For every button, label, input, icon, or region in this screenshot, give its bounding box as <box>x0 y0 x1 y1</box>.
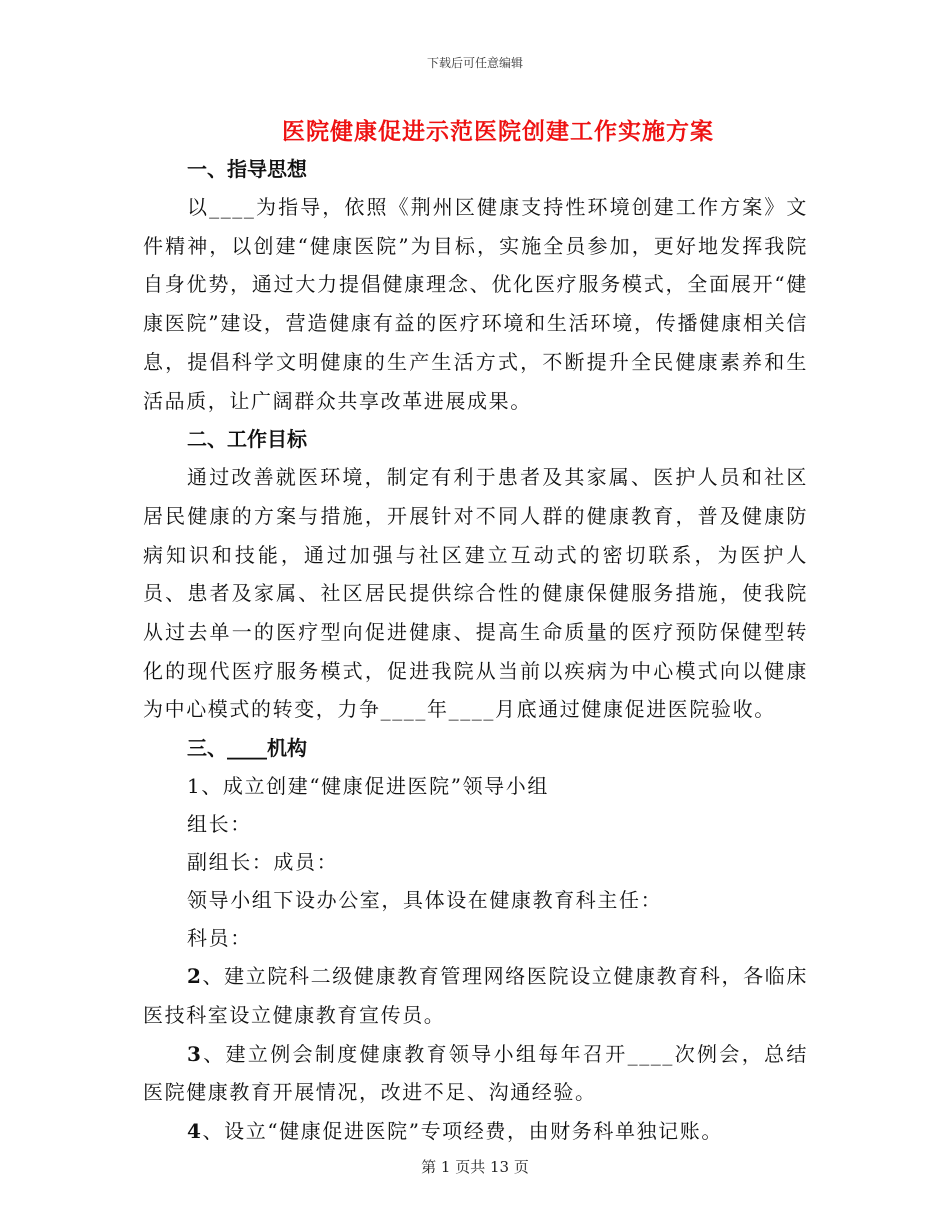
org-staff: 科员： <box>187 926 252 951</box>
document-title: 医院健康促进示范医院创建工作实施方案 <box>282 118 714 145</box>
section-heading-guiding-ideology: 一、指导思想 <box>187 157 307 181</box>
section-paragraph-work-goals: 通过改善就医环境，制定有利于患者及其家属、医护人员和社区居民健康的方案与措施，开展针对不同人群的健康教育，普及健康防病知识和技能，通过加强与社区建立互动式的密切联系，为医护人员、患者及家属、社区居民提供综合性的健康保健服务措施，使我院从过去单一的医疗型向促进健康、提高生命质量的医疗预防保健型转化的现代医疗服务模式，促进我院从当前以疾病为中心模式向以健康为中心模式的转变，力争____年____月底通过健康促进医院验收。 <box>143 465 808 722</box>
org-item-3-text: 、建立例会制度健康教育领导小组每年召开____次例会，总结医院健康教育开展情况，改进不足、沟通经验。 <box>143 1041 808 1105</box>
org-office: 领导小组下设办公室，具体设在健康教育科主任： <box>187 888 663 913</box>
org-item-4 <box>143 1112 808 1151</box>
section-heading-organization: 三、____机构 <box>187 736 307 761</box>
org-leader: 组长： <box>187 812 252 837</box>
org-item-4-number: 4 <box>187 1118 203 1143</box>
org-item-3-number: 3 <box>187 1041 203 1066</box>
page-footer: 第 1 页共 13 页 <box>421 1158 529 1176</box>
org-item-3 <box>143 1035 808 1112</box>
header-note: 下载后可任意编辑 <box>426 56 523 70</box>
org-item-4-text: 、设立“健康促进医院”专项经费，由财务科单独记账。 <box>202 1118 723 1143</box>
section-paragraph-guiding-ideology: 以____为指导，依照《荆州区健康支持性环境创建工作方案》文件精神，以创建“健康医院”为目标，实施全员参加，更好地发挥我院自身优势，通过大力提倡健康理念、优化医疗服务模式，全面展开“健康医院”建设，营造健康有益的医疗环境和生活环境，传播健康相关信息，提倡科学文明健康的生产生活方式，不断提升全民健康素养和生活品质，让广阔群众共享改革进展成果。 <box>143 195 808 413</box>
document-body <box>143 150 808 1151</box>
org-item-1: 1、成立创建“健康促进医院”领导小组 <box>187 774 549 799</box>
org-item-2-number: 2 <box>187 964 203 989</box>
org-item-2-text: 、建立院科二级健康教育管理网络医院设立健康教育科，各临床医技科室设立健康教育宣传员。 <box>143 964 808 1027</box>
org-item-2 <box>143 957 808 1034</box>
org-deputy-members: 副组长：成员： <box>187 850 339 875</box>
section-heading-work-goals: 二、工作目标 <box>187 427 307 452</box>
